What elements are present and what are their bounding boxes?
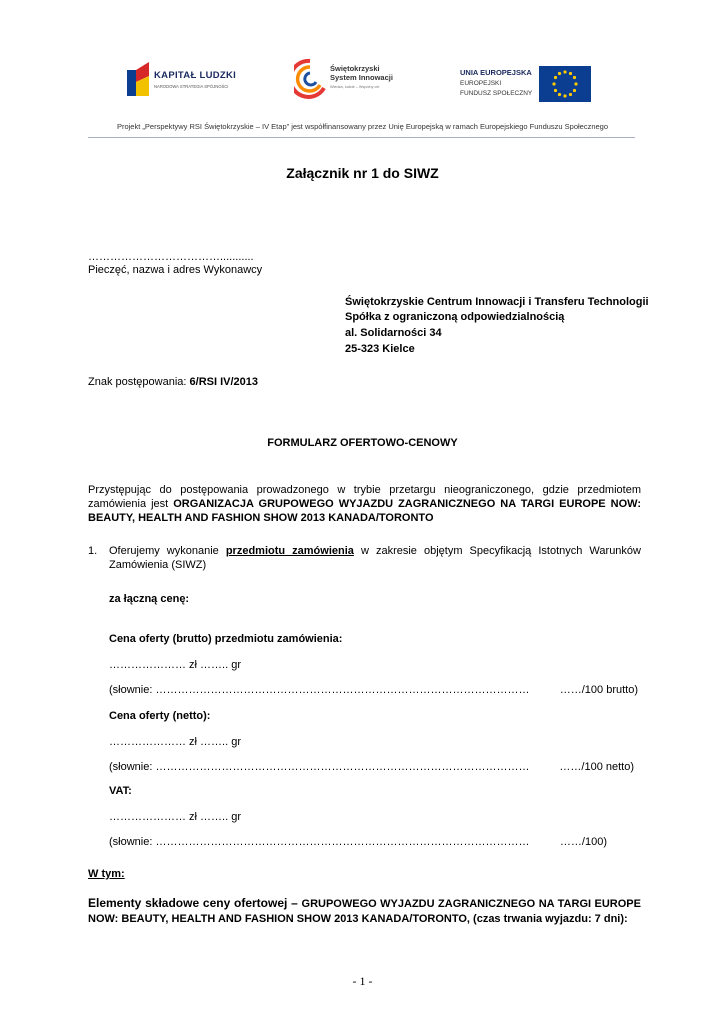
gross-words-suffix: ……/100 brutto) xyxy=(559,684,638,696)
elements-line2-a: NOW: BEAUTY, HEALTH AND FASHION SHOW 2013 KANADA/TORONTO xyxy=(88,913,467,925)
net-price-label: Cena oferty (netto): xyxy=(109,710,211,722)
ssi-line1: Świętokrzyski xyxy=(330,64,380,73)
ssi-line2: System Innowacji xyxy=(330,73,393,82)
document-title: Załącznik nr 1 do SIWZ xyxy=(286,165,439,181)
eu-flag-icon xyxy=(539,66,591,102)
vat-amount-line: ………………… zł …….. gr xyxy=(109,811,242,823)
addressee-line1: Świętokrzyskie Centrum Innowacji i Transferu Technologii xyxy=(345,296,649,308)
eu-line2: EUROPEJSKI xyxy=(460,80,502,87)
contractor-label: Pieczęć, nazwa i adres Wykonawcy xyxy=(88,264,263,276)
intro-line2-plain: zamówienia jest xyxy=(88,498,174,510)
kapital-ludzki-logo xyxy=(127,62,235,98)
kapital-ludzki-title: KAPITAŁ LUDZKI xyxy=(154,70,237,81)
intro-line1: Przystępując do postępowania prowadzonego w trybie przetargu nieograniczonego, gdzie przedmiotem xyxy=(88,484,641,496)
elements-lead: Elementy składowe ceny ofertowej – xyxy=(88,896,302,910)
ssi-tagline: Wiedza, ludzie – Wspólny cel xyxy=(330,85,380,89)
gross-amount-line: ………………… zł …….. gr xyxy=(109,659,242,671)
elements-line2-b: , (czas trwania wyjazdu: 7 dni): xyxy=(466,913,628,925)
kapital-ludzki-emblem-icon xyxy=(127,62,149,96)
intro-line2 xyxy=(88,497,641,511)
total-price-label: za łączną cenę: xyxy=(109,593,190,605)
vat-label: VAT: xyxy=(109,785,132,797)
offer-item-number: 1. xyxy=(88,545,98,557)
case-number xyxy=(88,375,258,389)
elements-line1 xyxy=(88,896,641,911)
net-words-prefix: (słownie: ………………………………………………………………………………………… xyxy=(109,761,530,773)
addressee-line2: Spółka z ograniczoną odpowiedzialnością xyxy=(345,311,565,323)
intro-line2-bold: ORGANIZACJA GRUPOWEGO WYJAZDU ZAGRANICZNEGO NA TARGI EUROPE NOW: xyxy=(173,498,641,510)
offer-line1-a: Oferujemy wykonanie xyxy=(109,545,226,557)
form-title: FORMULARZ OFERTOWO-CENOWY xyxy=(267,437,458,449)
kapital-ludzki-subtitle: NARODOWA STRATEGIA SPÓJNOŚCI xyxy=(154,84,229,89)
offer-subject: przedmiotu zamówienia xyxy=(225,545,354,557)
offer-line2: Zamówienia (SIWZ) xyxy=(109,559,207,571)
offer-line1-c: w zakresie objętym Specyfikacją Istotnych Warunków xyxy=(353,545,641,557)
net-words-suffix: ……/100 netto) xyxy=(559,761,634,773)
project-cofinancing-note: Projekt „Perspektywy RSI Świętokrzyskie – IV Etap” jest współfinansowany przez Unię Europejską w ramach Europejskiego Funduszu Społecznego xyxy=(116,122,609,131)
header-divider xyxy=(88,137,635,138)
eu-efs-logo xyxy=(460,64,592,104)
net-amount-line: ………………… zł …….. gr xyxy=(109,736,242,748)
including-heading: W tym: xyxy=(88,868,125,880)
contractor-dots: ………………………………........... xyxy=(88,251,254,263)
elements-line1-rest: GRUPOWEGO WYJAZDU ZAGRANICZNEGO NA TARGI EUROPE xyxy=(301,898,641,910)
vat-words-prefix: (słownie: ………………………………………………………………………………………… xyxy=(109,836,530,848)
eu-line1: UNIA EUROPEJSKA xyxy=(460,68,532,77)
addressee-line4: 25-323 Kielce xyxy=(345,343,415,355)
page-number: - 1 - xyxy=(352,974,373,988)
ssi-emblem-icon xyxy=(294,58,326,100)
elements-line2 xyxy=(88,912,628,926)
addressee-line3: al. Solidarności 34 xyxy=(345,327,442,339)
case-number-label: Znak postępowania: xyxy=(88,376,190,388)
case-number-value: 6/RSI IV/2013 xyxy=(189,376,259,388)
gross-words-prefix: (słownie: ………………………………………………………………………………………… xyxy=(109,684,530,696)
vat-words-suffix: ……/100) xyxy=(559,836,607,848)
intro-line3: BEAUTY, HEALTH AND FASHION SHOW 2013 KANADA/TORONTO xyxy=(88,512,434,524)
eu-line3: FUNDUSZ SPOŁECZNY xyxy=(460,90,533,97)
gross-price-label: Cena oferty (brutto) przedmiotu zamówienia: xyxy=(109,633,343,645)
swietokrzyski-system-innowacji-logo xyxy=(294,58,404,102)
offer-line1 xyxy=(109,544,641,558)
